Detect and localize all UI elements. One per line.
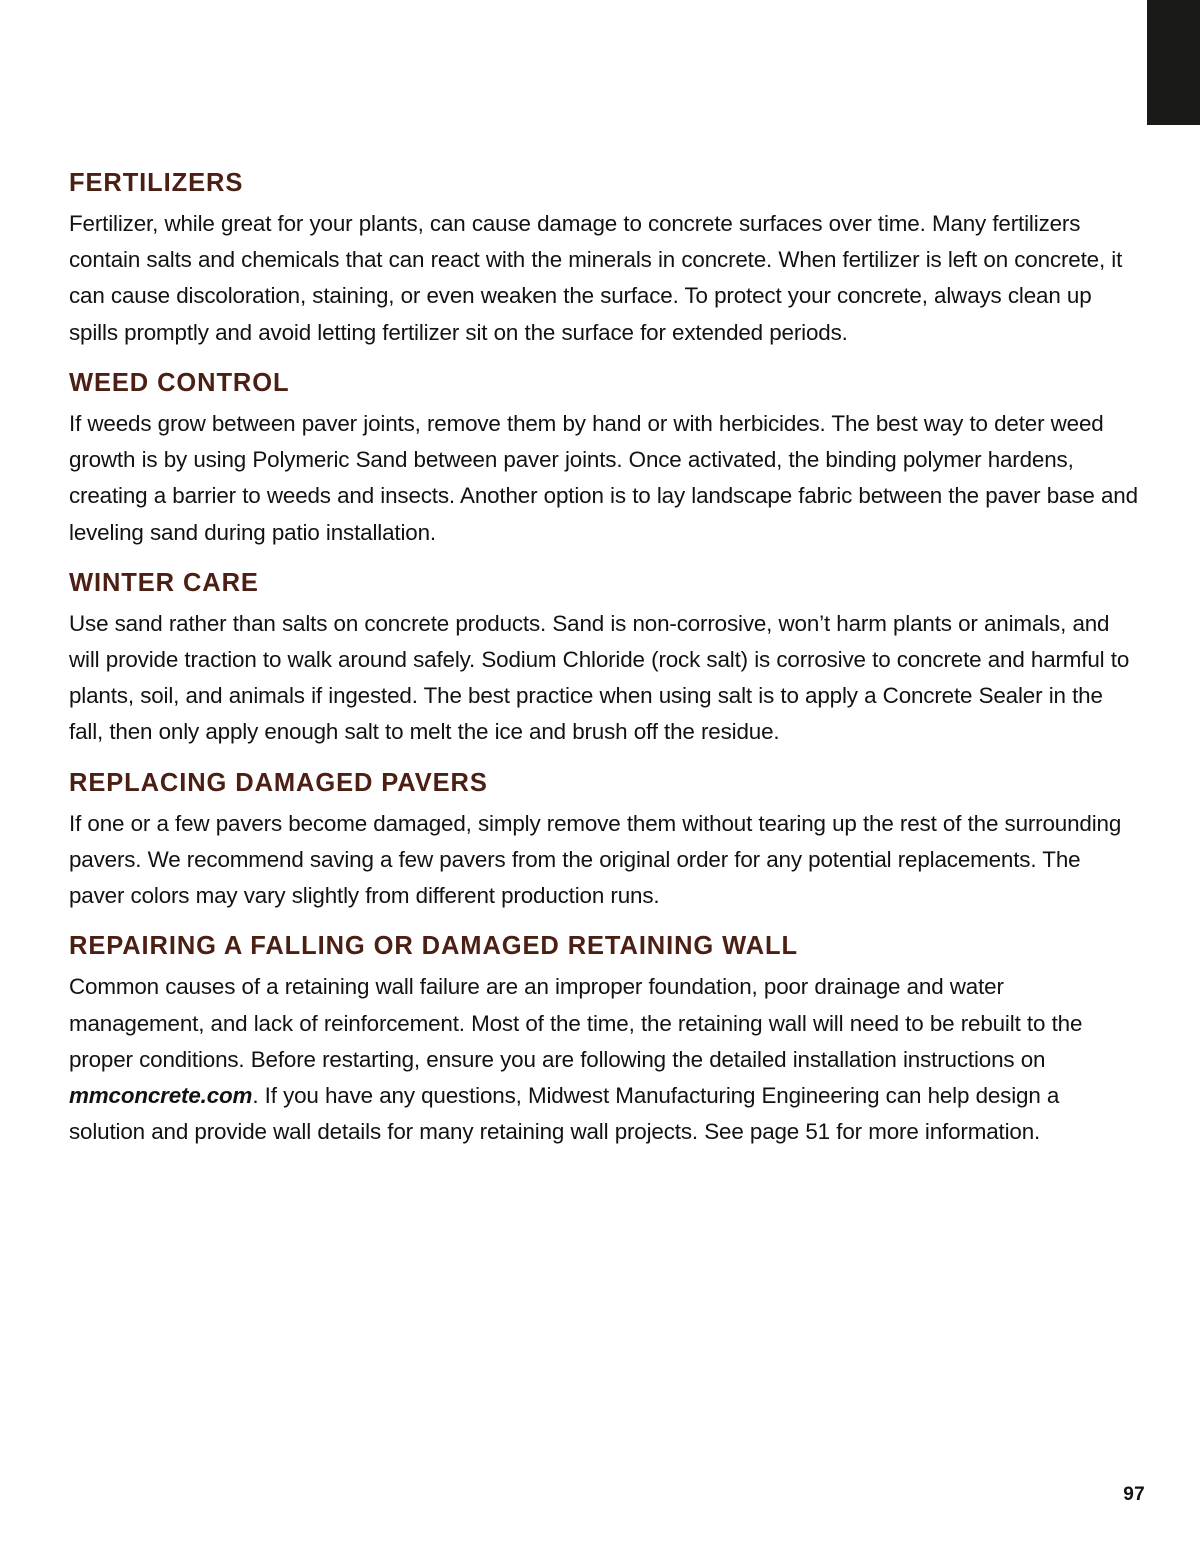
section-heading-weed-control: WEED CONTROL bbox=[69, 368, 290, 397]
section-weed-control bbox=[69, 368, 1141, 551]
retaining-wall-text-part-1: Common causes of a retaining wall failure are an improper foundation, poor drainage and water management, and lack of reinforcement. Most of the time, the retaining wall will need to be rebuilt to the proper conditions. Before restarting, ensure you are following the detailed installation instructions on bbox=[69, 974, 1083, 1072]
section-fertilizers bbox=[69, 168, 1141, 351]
section-body-winter-care: Use sand rather than salts on concrete products. Sand is non-corrosive, won’t harm plants or animals, and will provide traction to walk around safely. Sodium Chloride (rock salt) is corrosive to concrete and harmful to plants, soil, and animals if ingested. The best practice when using salt is to apply a Concrete Sealer in the fall, then only apply enough salt to melt the ice and brush off the residue. bbox=[69, 610, 1130, 745]
section-heading-repairing-retaining-wall: REPAIRING A FALLING OR DAMAGED RETAINING WALL bbox=[69, 932, 798, 961]
section-body-repairing-retaining-wall bbox=[69, 969, 1141, 1150]
section-repairing-retaining-wall bbox=[69, 931, 1141, 1150]
section-body-weed-control: If weeds grow between paver joints, remove them by hand or with herbicides. The best way to deter weed growth is by using Polymeric Sand between paver joints. Once activated, the binding polymer hardens, creating a barrier to weeds and insects. Another option is to lay landscape fabric between the paver base and leveling sand during patio installation. bbox=[69, 410, 1138, 545]
page-number: 97 bbox=[1123, 1484, 1145, 1505]
retaining-wall-text-part-2: . If you have any questions, Midwest Manufacturing Engineering can help design a solution and provide wall details for many retaining wall projects. See page 51 for more information. bbox=[69, 1083, 1060, 1145]
section-heading-replacing-damaged-pavers: REPLACING DAMAGED PAVERS bbox=[69, 768, 488, 797]
section-heading-winter-care: WINTER CARE bbox=[69, 568, 259, 597]
section-body-replacing-damaged-pavers: If one or a few pavers become damaged, simply remove them without tearing up the rest of the surrounding pavers. We recommend saving a few pavers from the original order for any potential replacements. The paver colors may vary slightly from different production runs. bbox=[69, 810, 1122, 909]
section-heading-fertilizers: FERTILIZERS bbox=[69, 169, 244, 197]
page-corner-tab-block bbox=[1147, 0, 1200, 125]
page-content-column bbox=[69, 168, 1141, 1150]
mmconcrete-website-reference: mmconcrete.com bbox=[69, 1083, 253, 1109]
section-winter-care bbox=[69, 568, 1141, 751]
section-body-fertilizers: Fertilizer, while great for your plants, can cause damage to concrete surfaces over time. Many fertilizers contain salts and chemicals that can react with the minerals in concrete. When fertilizer is left on concrete, it can cause discoloration, staining, or even weaken the surface. To protect your concrete, always clean up spills promptly and avoid letting fertilizer sit on the surface for extended periods. bbox=[69, 211, 1123, 345]
section-replacing-damaged-pavers bbox=[69, 768, 1141, 915]
